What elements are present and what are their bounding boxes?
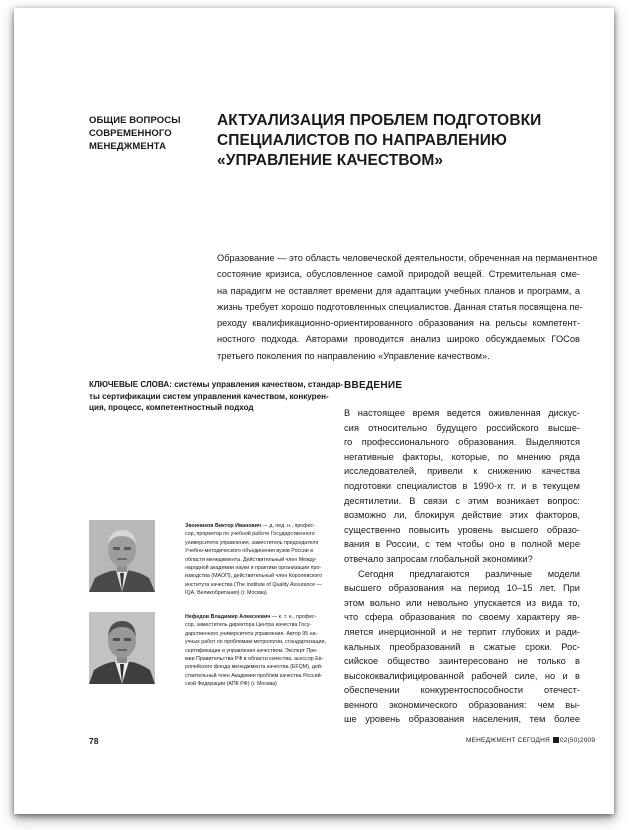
author-bio-line: университета управления, заместитель председателя (185, 539, 319, 546)
abstract (217, 250, 598, 364)
author-name: Звонников Виктор Иванович (185, 523, 262, 529)
section-label-line: СОВРЕМЕННОГО (89, 128, 172, 139)
author-bio-line: института качества (The Institute of Quality Assurance — (185, 581, 322, 588)
title-line: «УПРАВЛЕНИЕ КАЧЕСТВОМ» (217, 152, 444, 169)
keywords-line: ты сертификации систем управления качеством, конкурен- (89, 391, 329, 401)
author-bio-line: сор, проректор по учебной работе Государственного (185, 531, 315, 538)
body-line: высококвалифицированной рабочей силе, но и в (344, 670, 580, 681)
abstract-line: состояние кризиса, обусловленное самой природой вещей. Стремительная сме- (217, 269, 580, 280)
keywords-line: КЛЮЧЕВЫЕ СЛОВА: системы управления качеством, стандар- (89, 380, 344, 389)
author-bio-line: дарственного университета управления. Автор 95 на- (185, 630, 318, 637)
body-line: В настоящее время ведется оживленная дискус- (344, 408, 580, 418)
body-line: Сегодня предлагаются различные модели (358, 568, 580, 579)
author-bio-line: сертификации и управления качеством. Эксперт Пре- (185, 647, 318, 654)
page-number: 78 (89, 736, 99, 746)
abstract-line: на парадигм не оставляет времени для адаптации учебных планов и программ, а (217, 285, 580, 296)
author-bio-line: Учебно-методического объединения вузов России в (185, 548, 314, 555)
author-bio-line: — к. т. н., профес- (270, 614, 317, 620)
author-bio-line: народной академии науки и практики организации про- (185, 565, 322, 572)
author-bio (185, 522, 335, 598)
body-line: высшего образования на период 10–15 лет. При (344, 583, 580, 594)
body-line: негативные факторы, которые, по мнению ряда (344, 451, 580, 462)
author-name: Нефедов Владимир Алексеевич (185, 614, 271, 620)
abstract-line: реходу квалификационно-ориентированного образования на рельсы компетент- (217, 318, 580, 329)
body-line: венного экономического образования: чем вы- (344, 699, 580, 710)
author-bio-line: изводства (МАОП), действительный член Королевского (185, 573, 323, 580)
journal-name: МЕНЕДЖМЕНТ СЕГОДНЯ (466, 737, 550, 744)
body-line: возможно ли, блокируя действие этих факторов, (344, 510, 580, 521)
article-title (217, 111, 587, 171)
author-photo (89, 520, 155, 592)
abstract-line: Образование — это область человеческой деятельности, обреченная на перманентное (217, 253, 598, 263)
abstract-line: ностного подхода. Авторами проводится анализ широко обсуждаемых ГОСов (217, 334, 580, 345)
abstract-line: третьего поколения по направлению «Управление качеством». (217, 350, 490, 361)
journal-issue: 02(50)2009 (559, 737, 596, 744)
section-label-line: ОБЩИЕ ВОПРОСЫ (89, 115, 181, 126)
author-bio-line: IQA, Великобритания) (г. Москва) (185, 590, 267, 597)
title-line: АКТУАЛИЗАЦИЯ ПРОБЛЕМ ПОДГОТОВКИ (217, 112, 542, 129)
square-separator-icon (553, 737, 559, 743)
author-bio-line: учных работ по проблемам метрологии, стандартизации, (185, 639, 326, 646)
author-bio-line: ропейского фонда менеджмента качества (EFQM), дей- (185, 664, 323, 671)
author-photo (89, 612, 155, 684)
journal-footer (466, 737, 595, 744)
body-line: ше уровень образования населения, тем более (344, 714, 580, 725)
body-line: сийское общество заинтересовано не только в (344, 656, 580, 667)
author-bio-line: мии Правительства РФ в области качества, асессор Ев- (185, 656, 324, 663)
title-line: СПЕЦИАЛИСТОВ ПО НАПРАВЛЕНИЮ (217, 132, 508, 149)
keywords-line: ция, процесс, компетентностный подход (89, 403, 254, 412)
body-line: сия относительно будущего российского высше- (344, 422, 580, 433)
keywords (89, 379, 344, 414)
body-text (344, 406, 580, 727)
author-bio-line: ствительный член Академии проблем качества Россий- (185, 672, 323, 679)
section-label-line: МЕНЕДЖМЕНТА (89, 141, 167, 152)
journal-page (14, 8, 614, 814)
body-line: отвечало запросам глобальной экономики? (344, 553, 533, 564)
body-line: подготовки специалистов в 1990-х гг. и в текущем (344, 480, 580, 491)
author-bio-line: — д. пед. н., профес- (261, 523, 315, 529)
body-line: вания в России, с тем чтобы оно в полной мере (344, 539, 580, 550)
body-line: десятилетии. В связи с этим возникает вопрос: (344, 495, 580, 506)
body-line: обеспечении конкурентоспособности отечест- (344, 685, 580, 696)
author-bio (185, 613, 335, 689)
body-line: го профессионального образования. Выделяются (344, 437, 580, 448)
body-line: ляется инерционной и не терпит глубоких и ради- (344, 626, 580, 637)
body-line: что сфера образования по своему характеру яв- (344, 612, 580, 623)
body-line: кальных преобразований в сжатые сроки. Рос- (344, 641, 580, 652)
author-bio-line: ской Федерации (АПК РФ) (г. Москва) (185, 681, 277, 688)
body-line: существенно повысить уровень высшего образо- (344, 524, 580, 535)
intro-heading: ВВЕДЕНИЕ (344, 380, 403, 391)
author-bio-line: сор, заместитель директора Центра качества Госу- (185, 622, 312, 629)
body-line: исследователей, привели к снижению качества (344, 466, 580, 477)
section-label (89, 114, 199, 153)
abstract-line: жизнь требует хорошо подготовленных специалистов. Данная статья посвящена пе- (217, 301, 583, 312)
author-bio-line: области менеджмента. Действительный член Между- (185, 556, 318, 563)
body-line: этом вольно или невольно упускается из вида то, (344, 597, 580, 608)
